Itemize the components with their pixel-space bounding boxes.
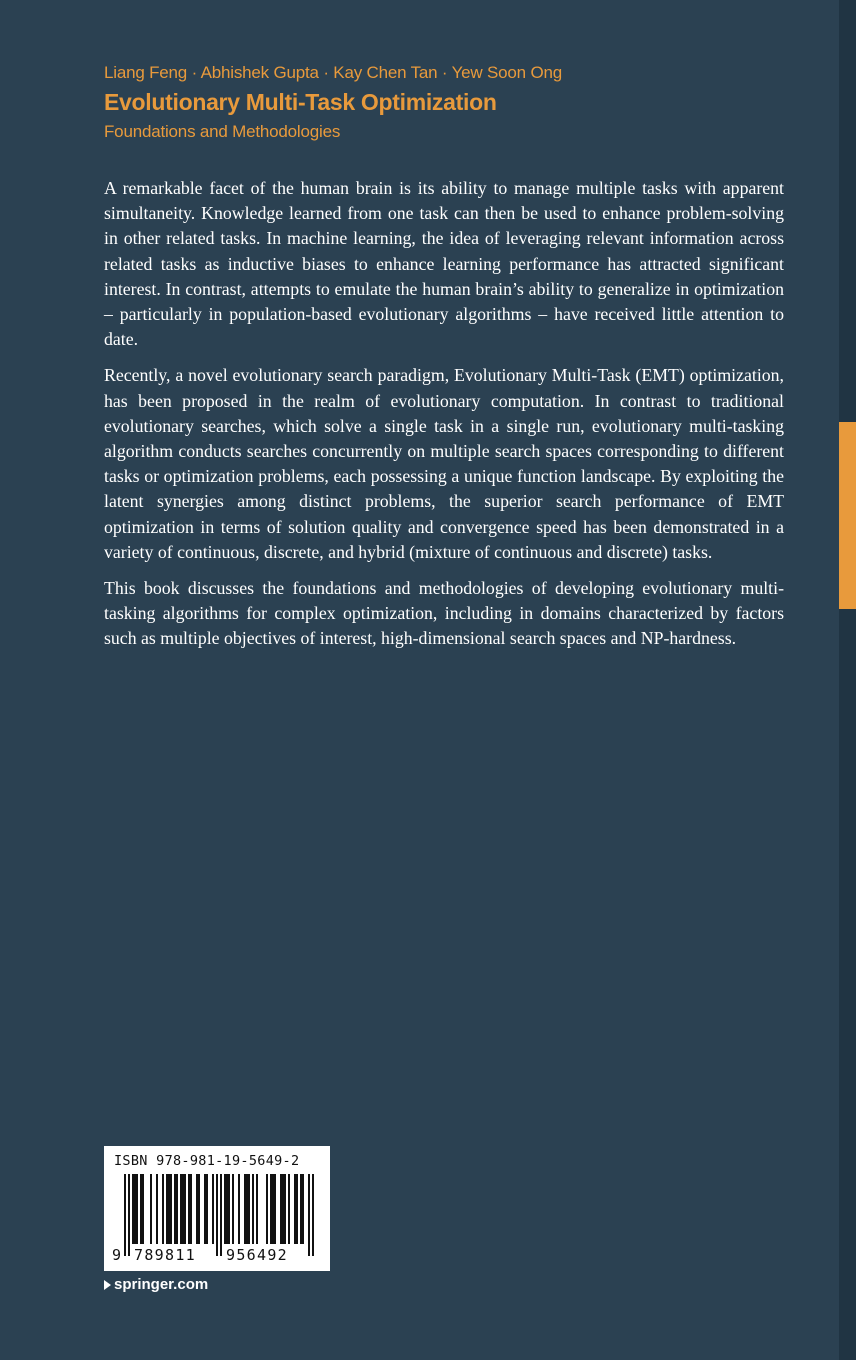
barcode-guard-bar [220,1174,222,1256]
barcode-bar [272,1174,274,1244]
barcode-bar [206,1174,208,1244]
barcode-bar [180,1174,182,1244]
barcode-bar [142,1174,144,1244]
spine-edge [839,0,856,1360]
blurb [104,176,784,663]
barcode-bar [170,1174,172,1244]
barcode-bar [280,1174,282,1244]
barcode-bar [256,1174,258,1244]
barcode-bar [246,1174,248,1244]
barcode-bar [162,1174,164,1244]
barcode-bar [226,1174,228,1244]
book-title: Evolutionary Multi-Task Optimization [104,89,497,115]
book-subtitle: Foundations and Methodologies [104,122,341,141]
barcode-guard-bar [128,1174,130,1256]
barcode-bar [300,1174,302,1244]
barcode-bar [168,1174,170,1244]
barcode-bar [150,1174,152,1244]
barcode-bar [166,1174,168,1244]
barcode-bar [134,1174,136,1244]
barcode-bar [302,1174,304,1244]
barcode-bar [174,1174,176,1244]
barcode-bar [244,1174,246,1244]
isbn-text: ISBN 978-981-19-5649-2 [114,1153,300,1169]
barcode-guard-bar [312,1174,314,1256]
publisher-link[interactable] [104,1276,208,1293]
barcode-bar [132,1174,134,1244]
barcode-bar [188,1174,190,1244]
authors-line: Liang Feng · Abhishek Gupta · Kay Chen Tan · Yew Soon Ong [104,63,562,82]
ean-first-digit: 9 [112,1246,122,1264]
barcode-bar [228,1174,230,1244]
barcode-bar [238,1174,240,1244]
barcode-bar [196,1174,198,1244]
barcode-guard-bar [124,1174,126,1256]
blurb-paragraph-2: Recently, a novel evolutionary search paradigm, Evolutionary Multi-Task (EMT) optimization, has been proposed in the realm of evolutionary computation. In contrast to traditional evolutionary searches, which solve a single task in a single run, evolutionary multi-tasking algorithm conducts searches concurrently on multiple search spaces corresponding to different tasks or optimization problems, each possessing a unique function landscape. By exploiting the latent synergies among distinct problems, the superior search performance of EMT optimization in terms of solution quality and convergence speed has been demonstrated in a variety of continuous, discrete, and hybrid (mixture of continuous and discrete) tasks. [104,365,784,562]
barcode-bar [204,1174,206,1244]
barcode-bar [198,1174,200,1244]
barcode-bar [266,1174,268,1244]
barcode-bar [212,1174,214,1244]
barcode-bar [270,1174,272,1244]
blurb-paragraph-1: A remarkable facet of the human brain is its ability to manage multiple tasks with apparent simultaneity. Knowledge learned from one task can then be used to enhance problem-solving in other related tasks. In machine learning, the idea of leveraging relevant information across related tasks as inductive biases to enhance learning performance has attracted significant interest. In contrast, attempts to emulate the human brain’s ability to generalize in optimization – particularly in population-based evolutionary algorithms – have received little attention to date. [104,178,784,350]
barcode-bar [176,1174,178,1244]
barcode-bar [252,1174,254,1244]
barcode-bar [156,1174,158,1244]
barcode-bar [288,1174,290,1244]
barcode-bar [248,1174,250,1244]
blurb-paragraph-3: This book discusses the foundations and methodologies of developing evolutionary multi-tasking algorithms for complex optimization, including in domains characterized by factors such as multiple objectives of interest, high-dimensional search spaces and NP-hardness. [104,578,784,649]
publisher-url: springer.com [114,1276,209,1293]
barcode-bar [232,1174,234,1244]
barcode-guard-bar [308,1174,310,1256]
barcode-bar [190,1174,192,1244]
barcode-bar [184,1174,186,1244]
barcode-bar [284,1174,286,1244]
barcode-bar [282,1174,284,1244]
barcode-bar [296,1174,298,1244]
barcode-bar [274,1174,276,1244]
arrow-right-icon [104,1280,111,1290]
isbn-barcode [104,1146,330,1271]
barcode-guard-bar [216,1174,218,1256]
spine-accent-tab [839,422,856,609]
barcode-bar [224,1174,226,1244]
barcode-bar [294,1174,296,1244]
barcode-bar [140,1174,142,1244]
ean-group-left: 789811 [134,1246,196,1264]
barcode-bar [136,1174,138,1244]
barcode-bar [182,1174,184,1244]
cover-header [104,60,784,146]
ean-group-right: 956492 [226,1246,288,1264]
